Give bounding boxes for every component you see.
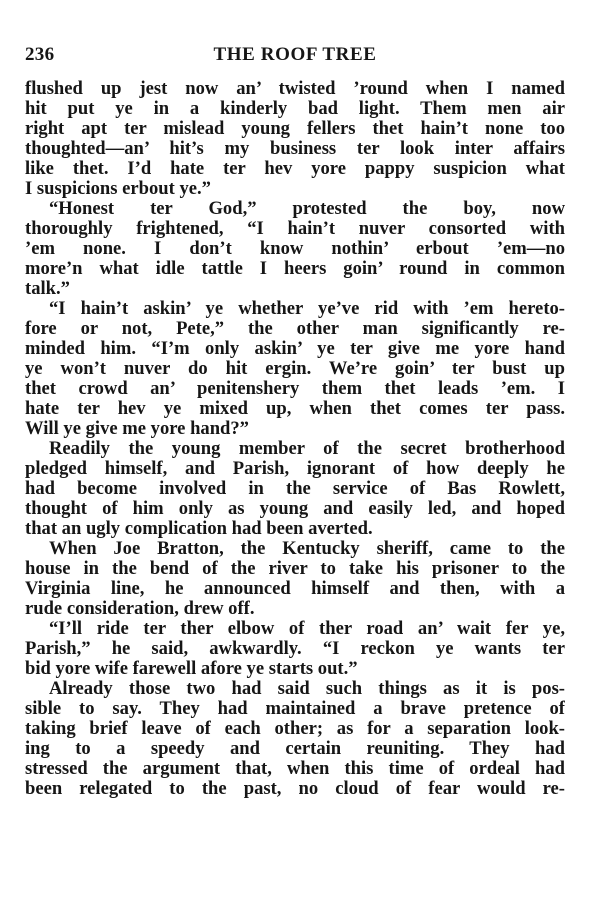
text-line: minded him. “I’m only askin’ ye ter give me yore hand bbox=[25, 339, 565, 359]
text-line: ye won’t nuver do hit ergin. We’re goin’ ter bust up bbox=[25, 359, 565, 379]
text-line: Virginia line, he announced himself and then, with a bbox=[25, 579, 565, 599]
text-line: Parish,” he said, awkwardly. “I reckon ye wants ter bbox=[25, 639, 565, 659]
text-line: talk.” bbox=[25, 279, 70, 299]
text-line: When Joe Bratton, the Kentucky sheriff, came to the bbox=[49, 539, 565, 559]
text-line: “I’ll ride ter ther elbow of ther road an’ wait fer ye, bbox=[49, 619, 565, 639]
text-line: been relegated to the past, no cloud of fear would re- bbox=[25, 779, 565, 799]
text-line: flushed up jest now an’ twisted ’round when I named bbox=[25, 79, 565, 99]
text-line: Will ye give me yore hand?” bbox=[25, 419, 249, 439]
page-header bbox=[25, 44, 565, 68]
text-line: thoughted—an’ hit’s my business ter look inter affairs bbox=[25, 139, 565, 159]
text-line: “I hain’t askin’ ye whether ye’ve rid with ’em hereto- bbox=[49, 299, 565, 319]
text-line: house in the bend of the river to take his prisoner to the bbox=[25, 559, 565, 579]
text-line: hate ter hev ye mixed up, when thet comes ter pass. bbox=[25, 399, 565, 419]
text-line: rude consideration, drew off. bbox=[25, 599, 255, 619]
text-line: bid yore wife farewell afore ye starts out.” bbox=[25, 659, 358, 679]
text-line: hit put ye in a kinderly bad light. Them men air bbox=[25, 99, 565, 119]
body-text bbox=[25, 79, 565, 799]
text-line: like thet. I’d hate ter hev yore pappy suspicion what bbox=[25, 159, 565, 179]
text-line: thought of him only as young and easily led, and hoped bbox=[25, 499, 565, 519]
text-line: thet crowd an’ penitenshery them thet leads ’em. I bbox=[25, 379, 565, 399]
text-line: pledged himself, and Parish, ignorant of how deeply he bbox=[25, 459, 565, 479]
text-line: right apt ter mislead young fellers thet hain’t none too bbox=[25, 119, 565, 139]
text-line: Readily the young member of the secret brotherhood bbox=[49, 439, 565, 459]
text-line: more’n what idle tattle I heers goin’ round in common bbox=[25, 259, 565, 279]
text-line: sible to say. They had maintained a brave pretence of bbox=[25, 699, 565, 719]
text-line: ’em none. I don’t know nothin’ erbout ’em—no bbox=[25, 239, 565, 259]
text-line: I suspicions erbout ye.” bbox=[25, 179, 211, 199]
text-line: taking brief leave of each other; as for a separation look- bbox=[25, 719, 565, 739]
text-line: ing to a speedy and certain reuniting. They had bbox=[25, 739, 565, 759]
page-number: 236 bbox=[25, 44, 55, 65]
text-line: that an ugly complication had been averted. bbox=[25, 519, 373, 539]
text-line: fore or not, Pete,” the other man significantly re- bbox=[25, 319, 565, 339]
running-title: THE ROOF TREE bbox=[213, 44, 377, 65]
text-line: had become involved in the service of Bas Rowlett, bbox=[25, 479, 565, 499]
text-line: “Honest ter God,” protested the boy, now bbox=[49, 199, 565, 219]
text-line: Already those two had said such things as it is pos- bbox=[49, 679, 565, 699]
text-line: thoroughly frightened, “I hain’t nuver consorted with bbox=[25, 219, 565, 239]
text-line: stressed the argument that, when this time of ordeal had bbox=[25, 759, 565, 779]
